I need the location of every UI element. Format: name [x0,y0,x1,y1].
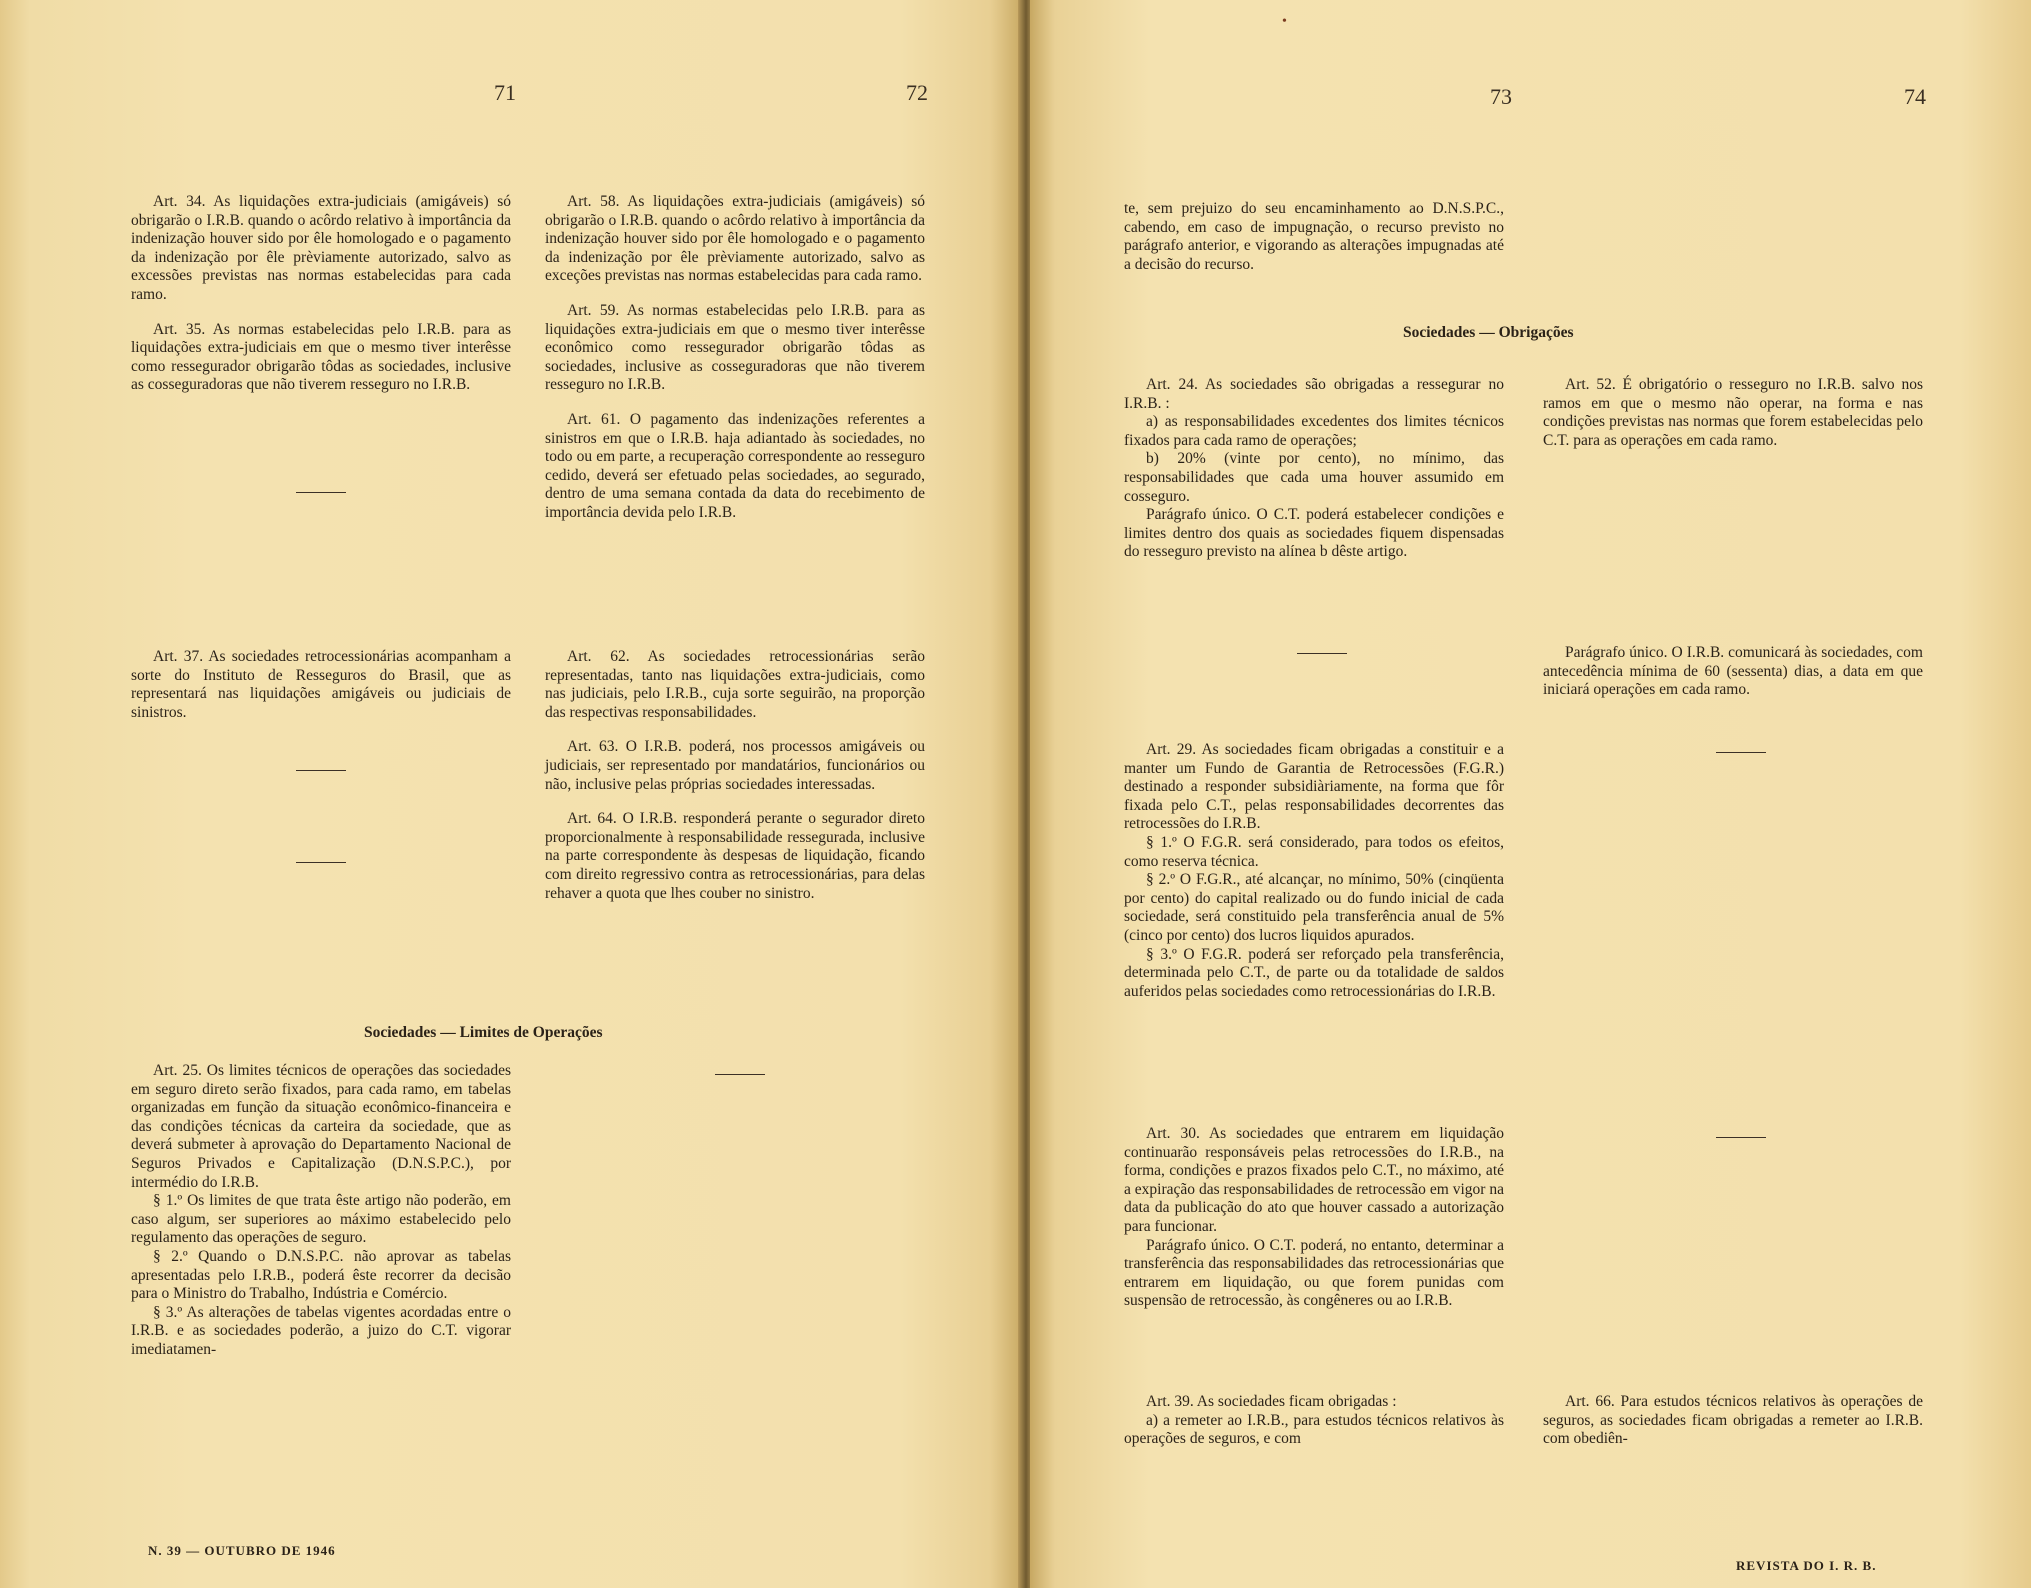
right-column-1e [1124,1393,1504,1449]
separator [296,492,346,493]
article-66: Art. 66. Para estudos técnicos relativos às operações de seguros, as sociedades ficam obrigadas a remeter ao I.R.B. com obediên- [1543,1393,1923,1448]
article-37: Art. 37. As sociedades retrocessionárias acompanham a sorte do Instituto de Resseguros do Brasil, que as representará nas liquidações amigáveis ou judiciais de sinistros. [131,648,511,721]
article-30-sole-paragraph: Parágrafo único. O C.T. poderá, no entanto, determinar a transferência das responsabilidades das retrocessionárias que entrarem em liquidação, ou que forem punidas com suspensão de retrocessão, às congêneres ou ao I.R.B. [1124,1236,1504,1310]
right-column-2 [1543,376,1923,466]
article-52: Art. 52. É obrigatório o resseguro no I.R.B. salvo nos ramos em que o mesmo não operar, na forma e nas condições previstas nas normas que forem estabelecidas pelo C.T. para as operações em cada ramo. [1543,376,1923,449]
left-column-1b [131,648,511,738]
page-number-72: 72 [906,80,928,105]
right-column-1d [1124,1125,1504,1327]
right-column-1c [1124,741,1504,1017]
footer-issue: N. 39 — OUTUBRO DE 1946 [148,1543,336,1558]
article-61: Art. 61. O pagamento das indenizações referentes a sinistros em que o I.R.B. haja adiantado às sociedades, no todo ou em parte, a recuperação correspondente ao resseguro cedido, deverá ser efetuado pelas sociedades, ao segurado, dentro de uma semana contada da data do recebimento de importância devida pelo I.R.B. [545,410,925,521]
article-24-item-b: b) 20% (vinte por cento), no mínimo, das responsabilidades que cada uma houver assumido em cosseguro. [1124,450,1504,505]
article-29-paragraph-2: § 2.º O F.G.R., até alcançar, no mínimo, 50% (cinqüenta por cento) do capital realizado ou do fundo inicial de cada sociedade, será constituido pela transferência anual de 5% (cinco por cento) dos lucros liquidos apurados. [1124,871,1504,944]
page-number-74: 74 [1904,84,1926,109]
article-29-paragraph-3: § 3.º O F.G.R. poderá ser reforçado pela transferência, determinada pelo C.T., de parte ou da totalidade de saldos auferidos pelas sociedades como retrocessionárias do I.R.B. [1124,945,1504,1000]
article-52-sole-paragraph: Parágrafo único. O I.R.B. comunicará às sociedades, com antecedência mínima de 60 (sessenta) dias, a data em que iniciará operações em cada ramo. [1543,644,1923,699]
article-29-paragraph-1: § 1.º O F.G.R. será considerado, para todos os efeitos, como reserva técnica. [1124,833,1504,870]
right-column-2c [1543,1393,1923,1449]
separator [1716,752,1766,753]
page-number-73: 73 [1490,84,1512,109]
separator [1716,1137,1766,1138]
article-30: Art. 30. As sociedades que entrarem em liquidação continuarão responsáveis pelas retrocessões do I.R.B., na forma, condições e prazos fixados pelo C.T., no máximo, até a expiração das responsabilidades de retrocessão em vigor na data da publicação do ato que houver cassado a autorização para funcionar. [1124,1125,1504,1235]
article-25: Art. 25. Os limites técnicos de operações das sociedades em seguro direto serão fixados, para cada ramo, em tabelas organizadas em função da situação econômico-financeira e das condições técnicas da carteira da sociedade, que as deverá submeter à aprovação do Departamento Nacional de Seguros Privados e Capitalização (D.N.S.P.C.), por intermédio do I.R.B. [131,1062,511,1191]
article-63: Art. 63. O I.R.B. poderá, nos processos amigáveis ou judiciais, ser representado por mandatários, funcionários ou não, inclusive pelas próprias sociedades interessadas. [545,738,925,793]
section-heading-limites: Sociedades — Limites de Operações [364,1024,603,1041]
article-24-item-a: a) as responsabilidades excedentes dos limites técnicos fixados para cada ramo de operações; [1124,413,1504,449]
right-column-1b [1124,376,1504,578]
article-25-paragraph-3: § 3.º As alterações de tabelas vigentes acordadas entre o I.R.B. e as sociedades poderão, a juizo do C.T. vigorar imediatamen- [131,1303,511,1358]
separator [296,862,346,863]
footer-journal: REVISTA DO I. R. B. [1736,1558,1877,1573]
article-29: Art. 29. As sociedades ficam obrigadas a constituir e a manter um Fundo de Garantia de Retrocessões (F.G.R.) destinado a responder subsidiàriamente, na forma que fôr fixada pelo C.T., pelas responsabilidades decorrentes das retrocessões do I.R.B. [1124,741,1504,833]
article-58: Art. 58. As liquidações extra-judiciais (amigáveis) só obrigarão o I.R.B. quando o acôrdo relativo à importância da indenização houver sido por êle homologado e o pagamento da indenização por êle prèviamente autorizado, salvo as exceções previstas nas normas estabelecidas para cada ramo. [545,193,925,285]
article-24-sole-paragraph: Parágrafo único. O C.T. poderá estabelecer condições e limites dentro dos quais as sociedades fiquem dispensadas do resseguro previsto na alínea b dêste artigo. [1124,506,1504,561]
left-column-2b [545,648,925,919]
section-heading-obrigacoes: Sociedades — Obrigações [1403,324,1574,341]
page-number-71: 71 [494,80,516,105]
article-35: Art. 35. As normas estabelecidas pelo I.R.B. para as liquidações extra-judiciais em que o mesmo tiver interêsse como ressegurador obrigarão tôdas as sociedades, inclusive as cosseguradoras que não tiverem resseguro no I.R.B. [131,320,511,394]
article-25-paragraph-2: § 2.º Quando o D.N.S.P.C. não aprovar as tabelas apresentadas pelo I.R.B., poderá êste recorrer da decisão para o Ministro do Trabalho, Indústria e Comércio. [131,1247,511,1303]
left-column-1c [131,1062,511,1360]
separator [1297,653,1347,654]
article-24: Art. 24. As sociedades são obrigadas a ressegurar no I.R.B. : [1124,376,1504,412]
article-25-paragraph-1: § 1.º Os limites de que trata êste artigo não poderão, em caso algum, ser superiores ao máximo estabelecido pelo regulamento das operações de seguro. [131,1192,511,1247]
right-column-2b [1543,644,1923,716]
article-59: Art. 59. As normas estabelecidas pelo I.R.B. para as liquidações extra-judiciais em que o mesmo tiver interêsse econômico como ressegurador obrigarão tôdas as sociedades, inclusive as cosseguradoras que não tiverem resseguro no I.R.B. [545,301,925,394]
article-64: Art. 64. O I.R.B. responderá perante o segurador direto proporcionalmente à responsabilidade ressegurada, inclusive na parte correspondente às despesas de liquidação, ficando com direito regressivo contra as retrocessionárias, para delas rehaver a quota que lhes couber no sinistro. [545,810,925,902]
article-34: Art. 34. As liquidações extra-judiciais (amigáveis) só obrigarão o I.R.B. quando o acôrdo relativo à importância da indenização houver sido por êle homologado e o pagamento da indenização por êle prèviamente autorizado, salvo as excessões previstas nas normas estabelecidas para cada ramo. [131,193,511,303]
left-column-2 [545,193,925,539]
article-25-continuation: te, sem prejuizo do seu encaminhamento ao D.N.S.P.C., cabendo, em caso de impugnação, o recurso previsto no parágrafo anterior, e vigorando as alterações impugnadas até a decisão do recurso. [1124,200,1504,273]
article-39-item-a: a) a remeter ao I.R.B., para estudos técnicos relativos às operações de seguros, e com [1124,1411,1504,1448]
separator [296,770,346,771]
article-62: Art. 62. As sociedades retrocessionárias serão representadas, tanto nas liquidações extra-judiciais, como nas judiciais, pelo I.R.B., cuja sorte seguirão, na proporção das respectivas responsabilidades. [545,648,925,721]
article-39: Art. 39. As sociedades ficam obrigadas : [1146,1393,1397,1410]
right-column-1 [1124,200,1504,290]
separator [715,1074,765,1075]
ink-mark: • [1282,14,1287,29]
right-page [1030,0,2031,1588]
left-column-1 [131,193,511,411]
